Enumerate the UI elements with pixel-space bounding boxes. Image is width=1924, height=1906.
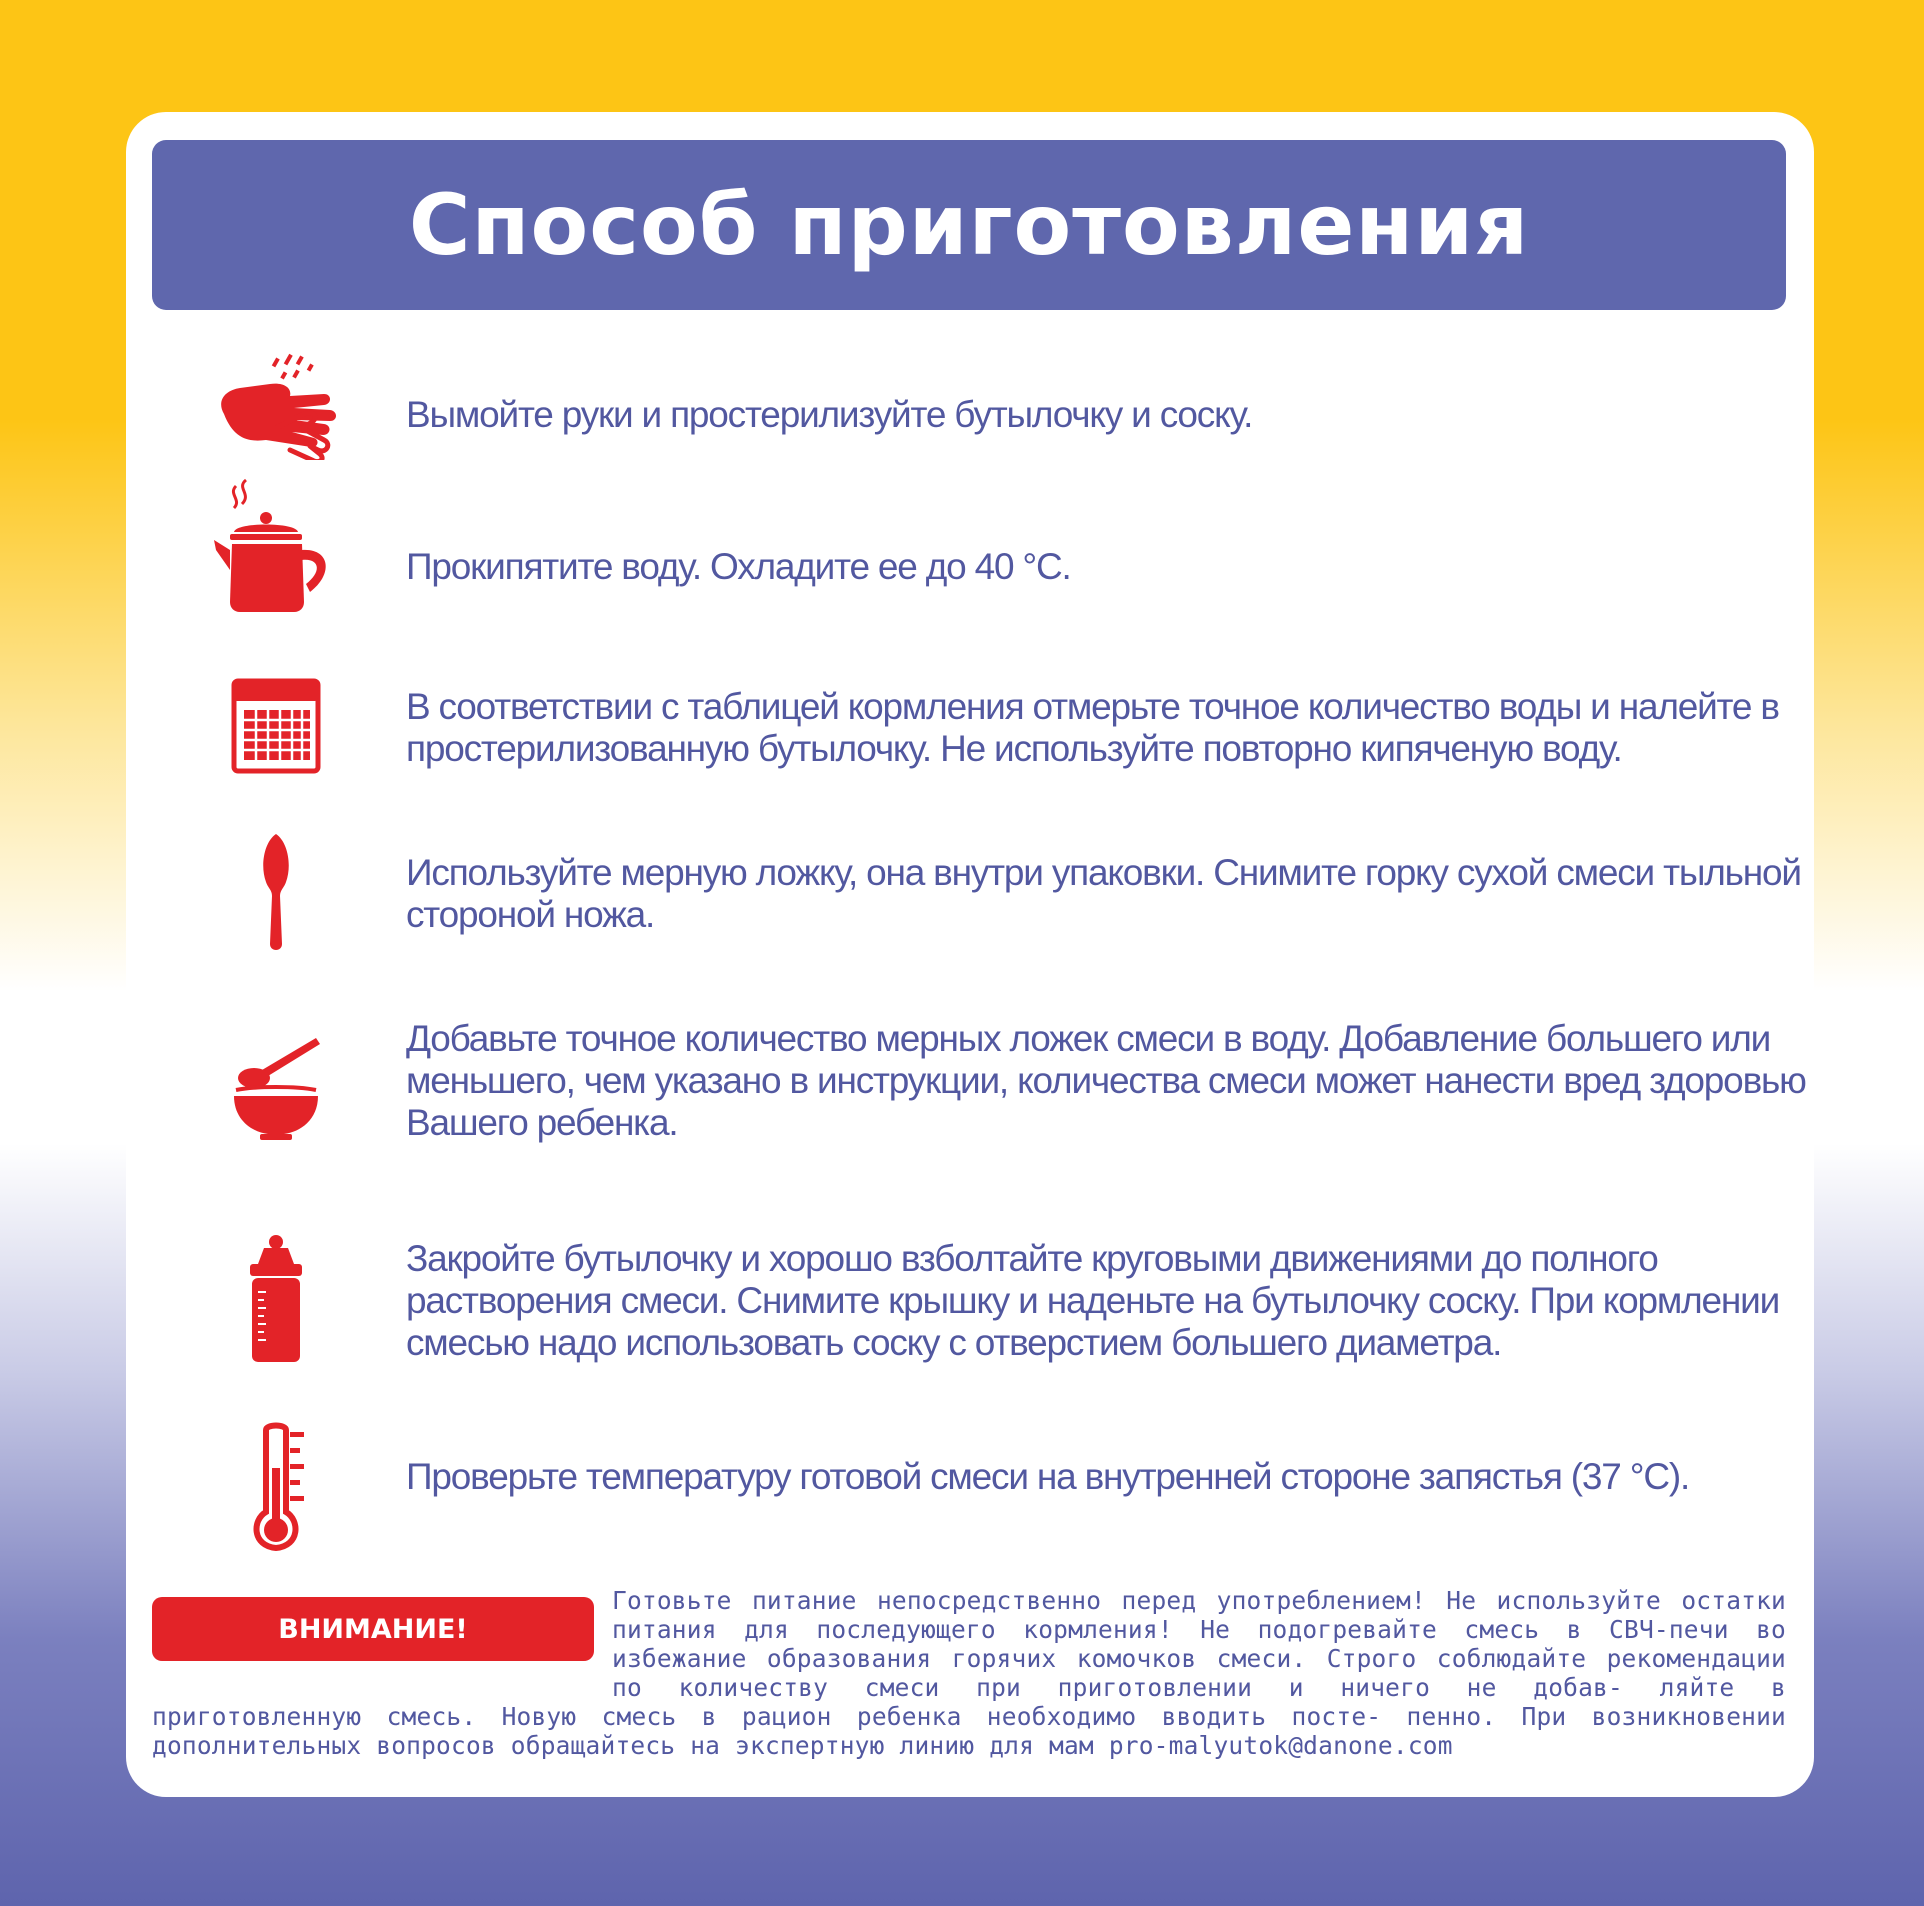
baby-bottle-icon [206,1234,346,1364]
warning-label: ВНИМАНИЕ! [278,1613,468,1645]
bowl-with-spoon-icon [206,1030,346,1142]
page-title: Способ приготовления [408,176,1530,274]
instructions-card [126,112,1814,1797]
feeding-table-icon [206,678,346,774]
thermometer-icon [206,1422,346,1552]
step-4-text: Используйте мерную ложку, она внутри упаковки. Снимите горку сухой смеси тыльной стороной ножа. [406,852,1801,935]
step-1-text: Вымойте руки и простерилизуйте бутылочку и соску. [406,394,1253,435]
step-6-text: Закройте бутылочку и хорошо взболтайте круговыми движениями до полного растворения смеси. Снимите крышку и наденьте на бутылочку соску. При кормлении смесью надо использовать соску с отверстием большего диаметра. [406,1238,1780,1363]
warning-text: Готовьте питание непосредственно перед употреблением! Не используйте остатки питания для последующего кормления! Не подогревайте смесь в СВЧ-печи во избежание образования горячих комочков смеси. Строго соблюдайте рекомендации по количеству смеси при приготовлении и ничего не добав- ляйте в приготовленную смесь. Новую смесь в рацион ребенка необходимо вводить посте- пенно. При возникновении дополнительных вопросов обращайтесь на экспертную линию для мам [152,1586,1786,1760]
step-2-text: Прокипятите воду. Охладите ее до 40 °С. [406,546,1071,587]
title-banner [152,140,1786,310]
measuring-spoon-icon [206,832,346,954]
warning-notice [152,1586,1786,1760]
step-7-text: Проверьте температуру готовой смеси на внутренней стороне запястья (37 °С). [406,1456,1690,1497]
kettle-icon [206,474,346,614]
notice-spacer [152,1586,612,1674]
step-3-text: В соответствии с таблицей кормления отмерьте точное количество воды и налейте в простерилизованную бутылочку. Не используйте повторно кипяченую воду. [406,686,1779,769]
step-5-text: Добавьте точное количество мерных ложек смеси в воду. Добавление большего или меньшего, чем указано в инструкции, количества смеси может нанести вред здоровью Вашего ребенка. [406,1018,1806,1143]
support-email-link[interactable]: pro-malyutok@danone.com [1108,1731,1453,1760]
hands-washing-icon [206,350,346,460]
